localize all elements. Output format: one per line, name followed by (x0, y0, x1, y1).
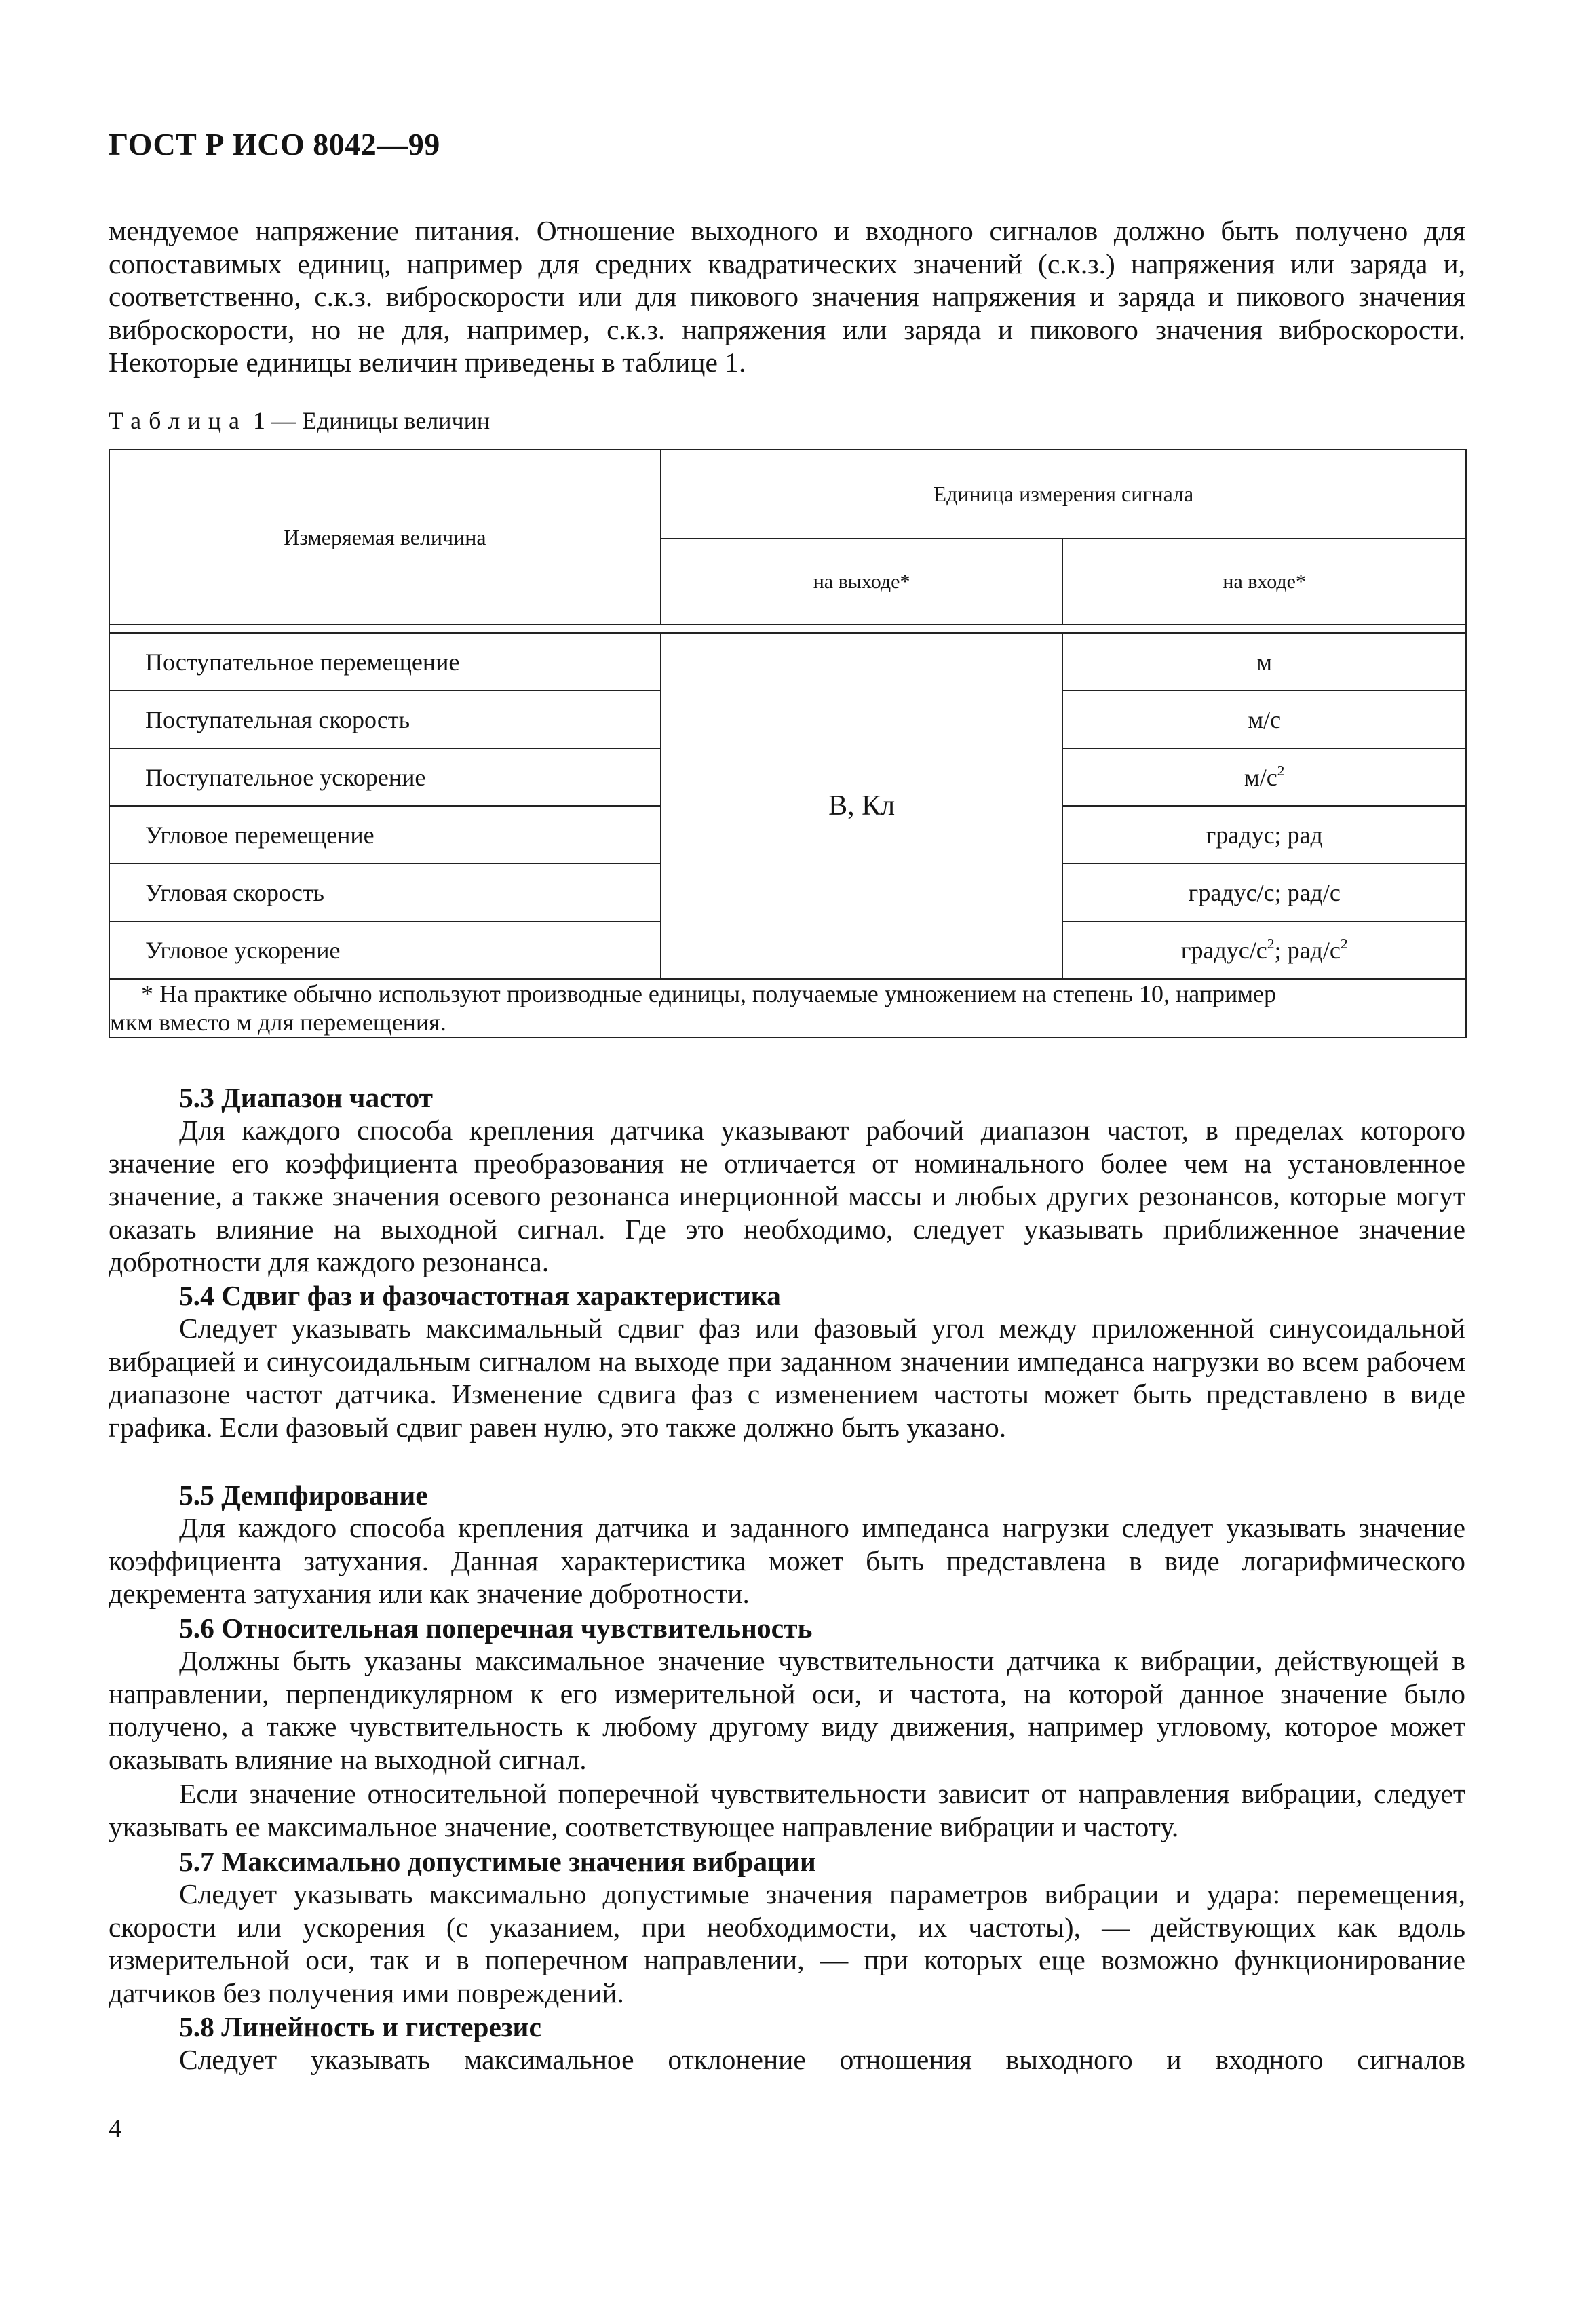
section-5-6-paragraph-1 (109, 1644, 1465, 1776)
footnote-line-1: * На практике обычно используют производные единицы, получаемые умножением на степень 10, например (141, 980, 1277, 1007)
quantity-cell: Поступательное перемещение (109, 633, 661, 691)
table-caption-text: 1 — Единицы величин (252, 407, 490, 434)
table-gap (109, 625, 1466, 633)
intro-paragraph: мендуемое напряжение питания. Отношение выходного и входного сигналов должно быть получено для сопоставимых единиц, например для средних квадратических значений (с.к.з.) напряжения или заряда и, соответственно, с.к.з. виброскорости или для пикового значения напряжения и заряда и пикового значения виброскорости, но не для, например, с.к.з. напряжения или заряда и пикового значения виброскорости. Некоторые единицы величин приведены в таблице 1. (109, 215, 1465, 378)
col-header-output: на выходе* (661, 539, 1063, 625)
unit-exponent-b: 2 (1340, 935, 1348, 952)
col-header-measured: Измеряемая величина (109, 450, 661, 625)
unit-base: м/с (1244, 763, 1277, 791)
col-header-unit: Единица измерения сигнала (661, 450, 1466, 539)
section-title-5-4: 5.4 Сдвиг фаз и фазочастотная характеристика (179, 1280, 781, 1311)
section-title-5-5: 5.5 Демпфирование (179, 1479, 428, 1511)
output-unit-cell: В, Кл (661, 633, 1063, 979)
table-footnote-row (109, 979, 1466, 1037)
quantity-cell: Поступательное ускорение (109, 748, 661, 806)
units-table (109, 449, 1467, 1038)
section-5-7-paragraph (109, 1878, 1465, 2009)
col-header-input: на входе* (1062, 539, 1466, 625)
section-5-3-paragraph (109, 1114, 1465, 1279)
table-caption (109, 406, 490, 435)
unit-exponent: 2 (1277, 762, 1285, 779)
quantity-cell: Угловое перемещение (109, 806, 661, 864)
paragraph-text: Если значение относительной поперечной чувствительности зависит от направления вибрации, следует указывать ее максимальное значение, соответствующее направление вибрации и частоту. (109, 1778, 1465, 1842)
section-5-4-paragraph (109, 1312, 1465, 1444)
footnote-line-2: мкм вместо м для перемещения. (110, 1009, 446, 1036)
section-title-5-7: 5.7 Максимально допустимые значения вибрации (179, 1846, 816, 1877)
paragraph-text: Для каждого способа крепления датчика и заданного импеданса нагрузки следует указывать значение коэффициента затухания. Данная характеристика может быть представлена в виде логарифмического декремента затухания или как значение добротности. (109, 1512, 1465, 1609)
input-unit-cell (1062, 748, 1466, 806)
section-title-5-3: 5.3 Диапазон частот (179, 1082, 434, 1113)
unit-exponent-a: 2 (1267, 935, 1275, 952)
paragraph-text: Следует указывать максимальное отклонение отношения выходного и входного сигналов (179, 2044, 1465, 2075)
section-title-5-8: 5.8 Линейность и гистерезис (179, 2011, 541, 2042)
table-caption-label: Таблица (109, 407, 247, 434)
section-title-5-6: 5.6 Относительная поперечная чувствительность (179, 1612, 813, 1644)
table-footnote (109, 979, 1466, 1037)
input-unit-cell (1062, 921, 1466, 979)
unit-base-b: ; рад/с (1274, 936, 1341, 964)
quantity-cell: Угловая скорость (109, 864, 661, 921)
paragraph-text: Для каждого способа крепления датчика указывают рабочий диапазон частот, в пределах которого значение его коэффициента преобразования не отличается от номинального более чем на установленное значение, а также значения осевого резонанса инерционной массы и любых других резонансов, которые могут оказать влияние на выходной сигнал. Где это необходимо, следует указывать приближенное значение добротности для каждого резонанса. (109, 1115, 1465, 1277)
document-header: ГОСТ Р ИСО 8042—99 (109, 127, 440, 161)
section-5-5-paragraph (109, 1511, 1465, 1610)
section-5-6-paragraph-2 (109, 1777, 1465, 1843)
paragraph-text: Следует указывать максимально допустимые значения параметров вибрации и удара: перемещения, скорости или ускорения (с указанием, при необходимости, их частоты), — действующих как вдоль измерительной оси, так и в поперечном направлении, — при которых еще возможно функционирование датчиков без получения ими повреждений. (109, 1878, 1465, 2009)
input-unit-cell: м (1062, 633, 1466, 691)
page-number: 4 (109, 2114, 121, 2143)
input-unit-cell: градус; рад (1062, 806, 1466, 864)
paragraph-text: Следует указывать максимальный сдвиг фаз или фазовый угол между приложенной синусоидальной вибрацией и синусоидальным сигналом на выходе при заданном значении импеданса нагрузки во всем рабочем диапазоне частот датчика. Изменение сдвига фаз с изменением частоты может быть представлено в виде графика. Если фазовый сдвиг равен нулю, это также должно быть указано. (109, 1313, 1465, 1443)
table-row (109, 633, 1466, 691)
paragraph-text: Должны быть указаны максимальное значение чувствительности датчика к вибрации, действующей в направлении, перпендикулярном к его измерительной оси, и частота, на которой данное значение было получено, а также чувствительность к любому другому виду движения, например угловому, которое может оказывать влияние на выходной сигнал. (109, 1645, 1465, 1775)
quantity-cell: Поступательная скорость (109, 691, 661, 748)
unit-base-a: градус/с (1180, 936, 1267, 964)
quantity-cell: Угловое ускорение (109, 921, 661, 979)
section-5-8-paragraph (109, 2043, 1465, 2076)
input-unit-cell: градус/с; рад/с (1062, 864, 1466, 921)
input-unit-cell: м/с (1062, 691, 1466, 748)
